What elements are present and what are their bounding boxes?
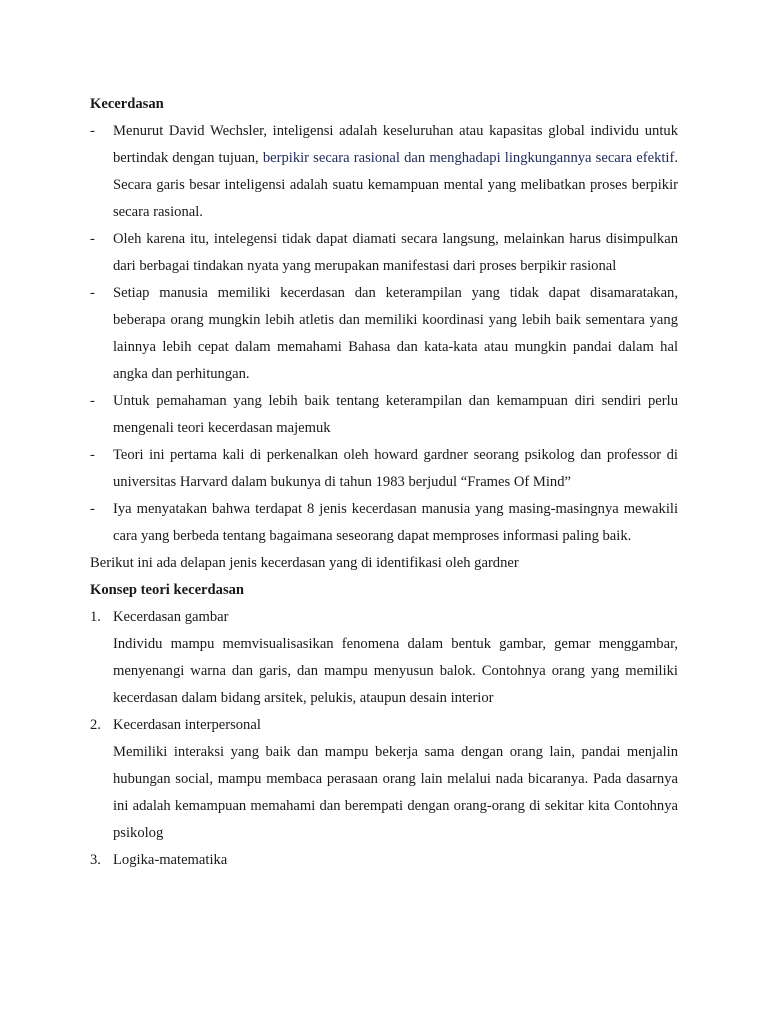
numbered-body: Memiliki interaksi yang baik dan mampu bekerja sama dengan orang lain, pandai menjalin hubungan social, mampu membaca perasaan orang lain melalui nada bicaranya. Pada dasarnya ini adalah kemampuan memahami dan berempati dengan orang-orang di sekitar kita Contohnya psikolog — [113, 744, 678, 841]
number-marker: 2. — [90, 717, 101, 733]
heading-kecerdasan: Kecerdasan — [90, 96, 164, 112]
intro-line: Berikut ini ada delapan jenis kecerdasan yang di identifikasi oleh gardner — [90, 555, 519, 571]
bullet-text: Setiap manusia memiliki kecerdasan dan keterampilan yang tidak dapat disamaratakan, beberapa orang mungkin lebih atletis dan memiliki koordinasi yang lebih baik sementara yang lainnya lebih cepat dalam memahami Bahasa dan kata-kata atau mungkin pandai dalam hal angka dan perhitungan. — [113, 285, 678, 382]
number-marker: 1. — [90, 609, 101, 625]
numbered-item — [90, 847, 678, 874]
bullet-marker: - — [90, 501, 95, 517]
bullet-marker: - — [90, 231, 95, 247]
heading-konsep: Konsep teori kecerdasan — [90, 582, 245, 598]
numbered-item — [90, 712, 678, 739]
bullet-marker: - — [90, 285, 95, 301]
bullet-text: . Secara garis besar inteligensi adalah suatu kemampuan mental yang melibatkan proses berpikir secara rasional. — [113, 150, 679, 220]
bullet-item — [90, 388, 678, 442]
bullet-item — [90, 496, 678, 550]
bullet-item — [90, 118, 678, 226]
bullet-marker: - — [90, 123, 95, 139]
number-marker: 3. — [90, 852, 101, 868]
bullet-item — [90, 442, 678, 496]
bullet-text: Iya menyatakan bahwa terdapat 8 jenis kecerdasan manusia yang masing-masingnya mewakili cara yang berbeda tentang bagaimana seseorang dapat memproses informasi paling baik. — [113, 501, 678, 544]
bullet-text: Teori ini pertama kali di perkenalkan oleh howard gardner seorang psikolog dan professor di universitas Harvard dalam bukunya di tahun 1983 berjudul “Frames Of Mind” — [113, 447, 678, 490]
numbered-title: Logika-matematika — [113, 852, 228, 868]
document-page — [90, 91, 678, 874]
bullet-item — [90, 226, 678, 280]
bullet-text: Oleh karena itu, intelegensi tidak dapat diamati secara langsung, melainkan harus disimpulkan dari berbagai tindakan nyata yang merupakan manifestasi dari proses berpikir rasional — [113, 231, 678, 274]
numbered-title: Kecerdasan interpersonal — [113, 717, 261, 733]
bullet-item — [90, 280, 678, 388]
bullet-marker: - — [90, 393, 95, 409]
bullet-text: Untuk pemahaman yang lebih baik tentang keterampilan dan kemampuan diri sendiri perlu mengenali teori kecerdasan majemuk — [113, 393, 678, 436]
bullet-text-highlight: berpikir secara rasional dan menghadapi lingkungannya secara efektif — [262, 150, 675, 166]
bullet-marker: - — [90, 447, 95, 463]
bullet-text: Menurut David Wechsler, inteligensi adalah keseluruhan atau kapasitas global individu untuk bertindak dengan tujuan, — [113, 123, 678, 166]
numbered-item — [90, 604, 678, 631]
numbered-title: Kecerdasan gambar — [113, 609, 229, 625]
numbered-body: Individu mampu memvisualisasikan fenomena dalam bentuk gambar, gemar menggambar, menyenangi warna dan garis, dan mampu menyusun balok. Contohnya orang yang memiliki kecerdasan dalam bidang arsitek, pelukis, ataupun desain interior — [113, 636, 678, 706]
